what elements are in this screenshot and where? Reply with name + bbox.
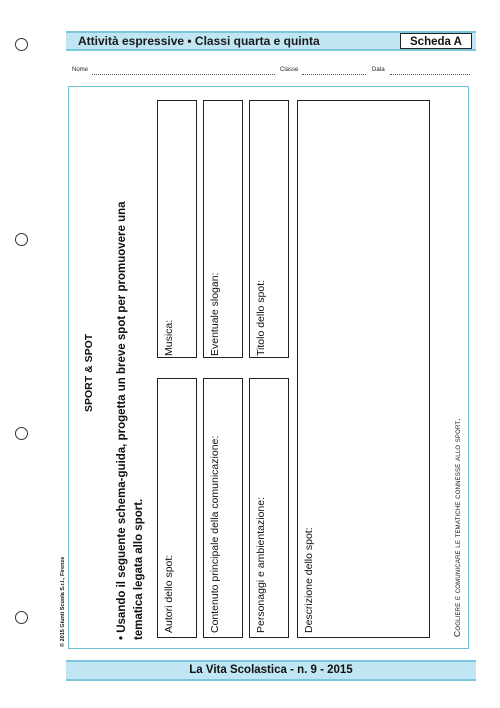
label-musica: Musica: bbox=[163, 319, 175, 356]
classe-line bbox=[302, 74, 366, 75]
data-line bbox=[390, 74, 470, 75]
footer-bar: La Vita Scolastica - n. 9 - 2015 bbox=[66, 660, 476, 681]
header-title: Attività espressive • Classi quarta e quinta bbox=[78, 34, 320, 48]
label-autori: Autori dello spot: bbox=[163, 554, 175, 633]
binder-hole bbox=[15, 233, 28, 246]
instruction-text bbox=[114, 201, 148, 640]
scheda-label: Scheda A bbox=[400, 33, 472, 49]
label-descrizione: Descrizione dello spot: bbox=[303, 527, 315, 633]
learning-objective: Cogliere e comunicare le tematiche connesse allo sport. bbox=[452, 418, 462, 637]
label-titolo: Titolo dello spot: bbox=[255, 279, 267, 356]
copyright-text: © 2015 Giunti Scuola S.r.l., Firenze bbox=[60, 556, 66, 647]
label-personaggi: Personaggi e ambientazione: bbox=[255, 496, 267, 633]
label-slogan: Eventuale slogan: bbox=[209, 272, 221, 356]
binder-hole bbox=[15, 611, 28, 624]
instruction-line-2: tematica legata allo sport. bbox=[133, 498, 145, 640]
binder-hole bbox=[15, 38, 28, 51]
binder-hole bbox=[15, 427, 28, 440]
worksheet-title: SPORT & SPOT bbox=[83, 333, 95, 412]
instruction-line-1: • Usando il seguente schema-guida, progetta un breve spot per promuovere una bbox=[116, 201, 128, 640]
field-descrizione[interactable] bbox=[297, 100, 430, 638]
data-label: Data bbox=[372, 67, 385, 73]
classe-label: Classe bbox=[280, 67, 299, 73]
label-contenuto: Contenuto principale della comunicazione: bbox=[209, 435, 221, 633]
nome-label: Nome bbox=[72, 67, 89, 73]
nome-line bbox=[92, 74, 275, 75]
